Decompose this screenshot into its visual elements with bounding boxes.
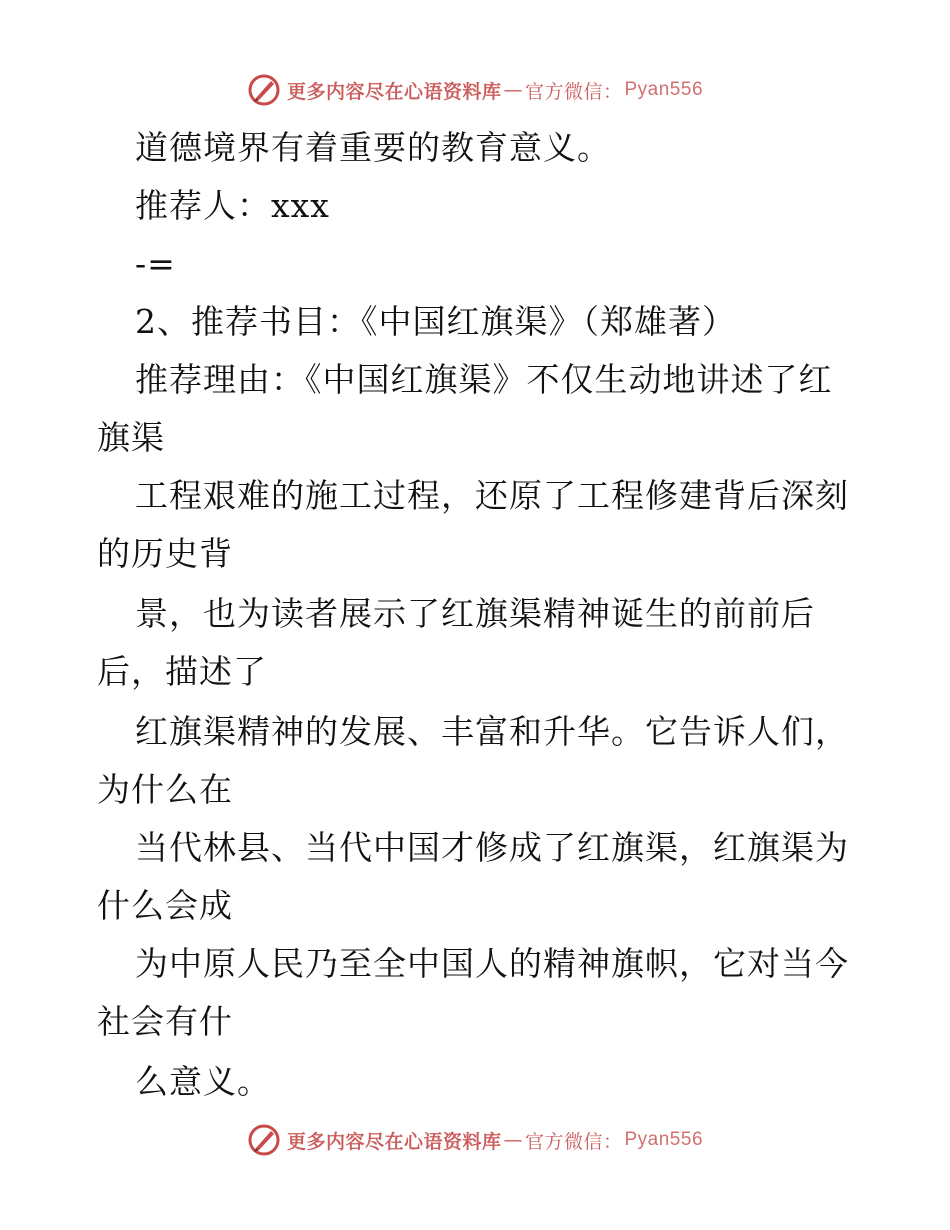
quill-logo-icon (247, 73, 281, 107)
body-line: 工程艰难的施工过程，还原了工程修建背后深刻 (135, 476, 849, 515)
body-line: 社会有什 (97, 1002, 233, 1041)
body-line: 道德境界有着重要的教育意义。 (135, 128, 611, 167)
body-line: 景，也为读者展示了红旗渠精神诞生的前前后 (135, 594, 815, 633)
banner-brand: 更多内容尽在心语资料库 (286, 1130, 502, 1153)
banner-handle: Pyan556 (624, 1129, 704, 1150)
footer-banner (0, 1120, 950, 1160)
body-line: 旗渠 (97, 418, 165, 457)
body-line: 为中原人民乃至全中国人的精神旗帜，它对当今 (135, 944, 849, 983)
quill-logo-icon (247, 1123, 281, 1157)
body-line: 后，描述了 (97, 652, 267, 691)
banner-official-label: 官方微信： (524, 1130, 623, 1153)
body-line: 当代林县、当代中国才修成了红旗渠，红旗渠为 (135, 828, 849, 867)
body-line: 红旗渠精神的发展、丰富和升华。它告诉人们， (135, 712, 849, 751)
banner-dash: — (503, 1129, 523, 1151)
body-line: 的历史背 (97, 534, 233, 573)
book-title-line: 2、推荐书目：《中国红旗渠》（郑雄著） (135, 302, 736, 341)
body-line: 为什么在 (97, 770, 233, 809)
header-banner (0, 70, 950, 110)
banner-dash: — (503, 79, 523, 101)
body-line: 推荐理由：《中国红旗渠》不仅生动地讲述了红 (135, 360, 833, 399)
section-number: -= (135, 244, 176, 283)
banner-handle: Pyan556 (624, 79, 704, 100)
body-line: 什么会成 (97, 886, 233, 925)
body-line: 么意义。 (135, 1062, 271, 1101)
banner-official-label: 官方微信： (524, 80, 623, 103)
banner-brand: 更多内容尽在心语资料库 (286, 80, 502, 103)
recommender-line: 推荐人：xxx (135, 186, 330, 225)
